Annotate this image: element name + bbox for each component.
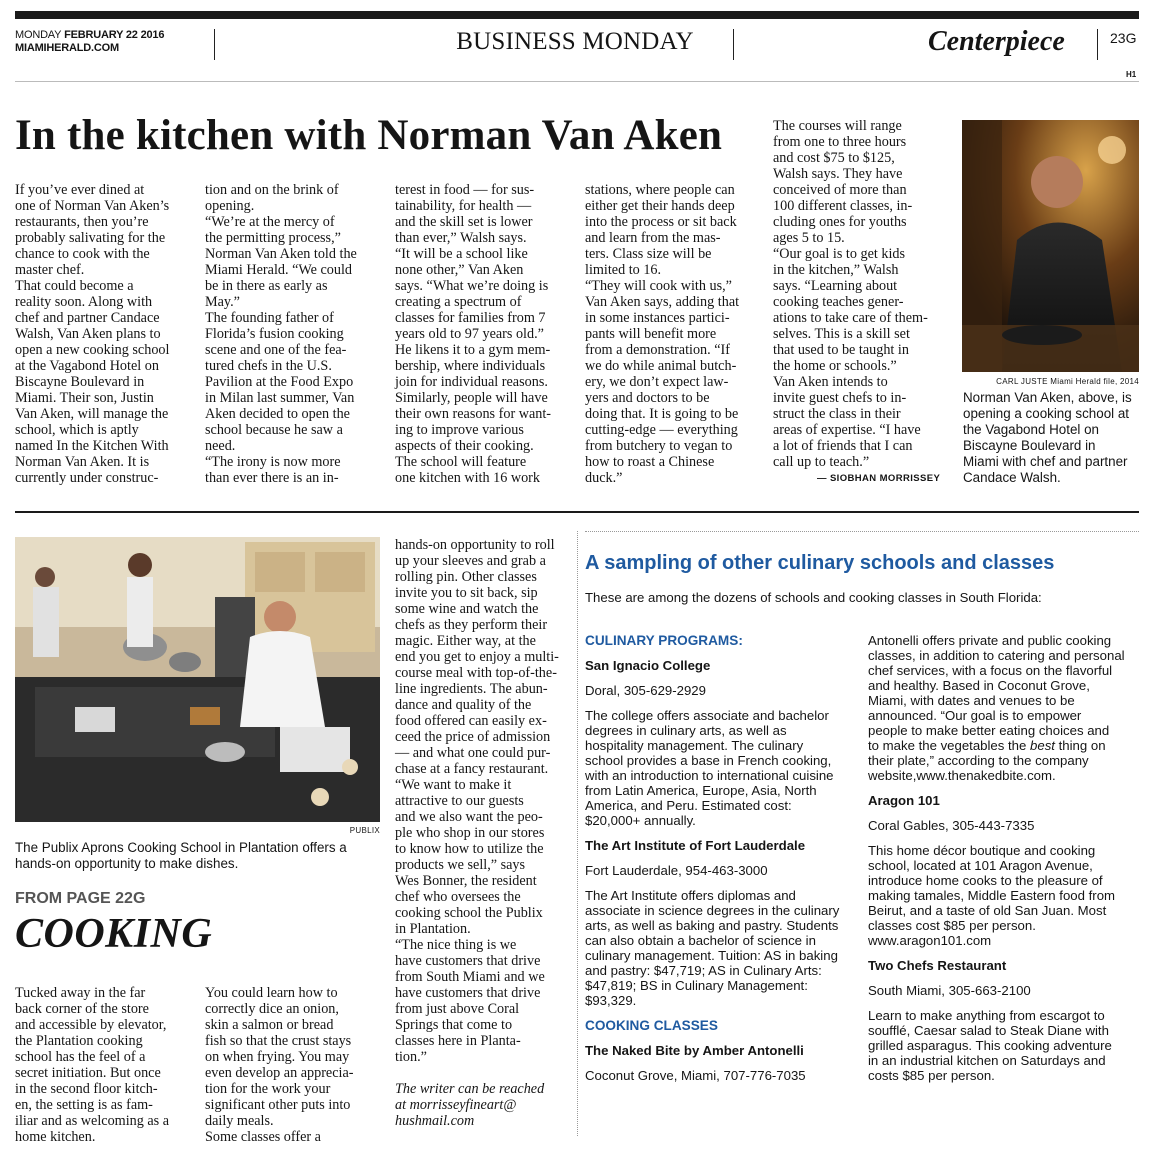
- page-divider: [1097, 29, 1098, 60]
- story1-column-1: If you’ve ever dined at one of Norman Van Aken’s restaurants, then you’re probably salivating for the chance to cook with the master chef. That could become a reality soon. Along with chef and partner Candace Walsh, Van Aken plans to open a new cooking school at the Vagabond Hotel on Biscayne Boulevard in Miami. Their son, Justin Van Aken, will manage the school, which is aptly named In the Kitchen With Norman Van Aken. It is currently under construc-: [15, 182, 170, 486]
- story1-column-5: The courses will range from one to three hours and cost $75 to $125, Walsh says. They have conceived of more than 100 different classes, in- cluding ones for youths ages 5 to 15. “Our goal is to get kids in the kitchen,” Walsh says. “Learning about cooking teaches gener- ations to take care of them- selves. This is a skill set that used to be taught in the home or schools.” Van Aken intends to invite guest chefs to in- struct the class in their areas of expertise. “I have a lot of friends that I can call up to teach.”: [773, 118, 928, 470]
- byline: — SIOBHAN MORRISSEY: [817, 473, 941, 484]
- school-name-art-institute: The Art Institute of Fort Lauderdale: [585, 838, 806, 853]
- section-rule: [15, 511, 1139, 513]
- page-number: 23G: [1110, 30, 1137, 46]
- masthead-rule: [15, 81, 1139, 82]
- story2-column-3: hands-on opportunity to roll up your sleeves and grab a rolling pin. Other classes invite you to sit back, sip some wine and watch the chefs as they perform their magic. Either way, at the end you get to enjoy a multi- course meal with top-of-the- line ingredients. The abun- dance and quality of the food offered can easily ex- ceed the price of admission — and what one could pur- chase at a fancy restaurant. “We want to make it attractive to our guests and we also want the peo- ple who shop in our stores to know how to utilize the products we sell,” says Wes Bonner, the resident chef who oversees the cooking school the Publix in Plantation. “The nice thing is we have customers that drive from South Miami and we have customers that drive from just above Coral Springs that come to classes here in Planta- tion.”: [395, 537, 559, 1065]
- school-description-aragon-101: This home décor boutique and cooking school, located at 101 Aragon Avenue, introduce home cooks to the pleasure of making tamales, Middle Eastern food from Beirut, and a taste of old San Juan. Most classes cost $85 per person. www.aragon101.com: [868, 843, 1116, 948]
- school-location-naked-bite: Coconut Grove, Miami, 707-776-7035: [585, 1068, 806, 1083]
- school-name-san-ignacio: San Ignacio College: [585, 658, 711, 673]
- headline: In the kitchen with Norman Van Aken: [15, 112, 723, 159]
- sidebar-top-rule: [585, 531, 1139, 532]
- jump-headline: COOKING: [15, 911, 213, 957]
- feature-label: Centerpiece: [928, 26, 1065, 57]
- folio-date: FEBRUARY 22 2016: [64, 29, 165, 41]
- publix-photo-image: [15, 537, 380, 822]
- top-rule: [15, 11, 1139, 19]
- sidebar-left-rule: [577, 531, 578, 1136]
- story1-column-2: tion and on the brink of opening. “We’re at the mercy of the permitting process,” Norman Van Aken told the Miami Herald. “We could be in there as early as May.” The founding father of Florida’s fusion cooking scene and one of the fea- tured chefs in the U.S. Pavilion at the Food Expo in Milan last summer, Van Aken decided to open the school because he saw a need. “The irony is now more than ever there is an in-: [205, 182, 357, 486]
- naked-bite-desc-emphasis: best: [1030, 738, 1055, 753]
- school-description-naked-bite: [868, 633, 1144, 783]
- publix-photo: [15, 537, 380, 822]
- sidebar-headline: A sampling of other culinary schools and classes: [585, 552, 1055, 574]
- school-location-two-chefs: South Miami, 305-663-2100: [868, 983, 1031, 998]
- story2-column-1: Tucked away in the far back corner of the store and accessible by elevator, the Plantation cooking school has the feel of a secret initiation. But once in the second floor kitch- en, the setting is as fam- iliar and as welcoming as a home kitchen.: [15, 985, 170, 1145]
- story2-column-2: You could learn how to correctly dice an onion, skin a salmon or bread fish so that the crust stays on when frying. You may even develop an apprecia- tion for the work your significant other puts into daily meals. Some classes offer a: [205, 985, 354, 1145]
- story1-column-4: stations, where people can either get their hands deep into the process or sit back and learn from the mas- ters. Class size will be limited to 16. “They will cook with us,” Van Aken says, adding that in some instances partici- pants will benefit more from a demonstration. “If we do while animal butch- ery, we don’t expect law- yers and doctors to be doing that. It is going to be cutting-edge — everything from butchery to vegan to how to roast a Chinese duck.”: [585, 182, 740, 486]
- edition-mark: H1: [1126, 70, 1137, 79]
- publix-photo-credit: PUBLIX: [349, 826, 380, 835]
- folio-site: MIAMIHERALD.COM: [15, 42, 119, 54]
- chef-photo-credit: CARL JUSTE Miami Herald file, 2014: [996, 377, 1139, 386]
- school-name-naked-bite: The Naked Bite by Amber Antonelli: [585, 1043, 804, 1058]
- school-description-san-ignacio: The college offers associate and bachelor degrees in culinary arts, as well as hospitality management. The culinary school provides a base in French cooking, with an introduction to international cuisine from Latin America, Europe, Asia, North America, and Peru. Estimated cost: $20,000+ annually.: [585, 708, 834, 828]
- sidebar-dek: These are among the dozens of schools and cooking classes in South Florida:: [585, 590, 1042, 605]
- sidebar-column-1: [585, 633, 857, 1093]
- school-location-san-ignacio: Doral, 305-629-2929: [585, 683, 706, 698]
- jump-label: FROM PAGE 22G: [15, 890, 146, 907]
- folio-day: MONDAY: [15, 29, 62, 41]
- chef-photo-image: [962, 120, 1139, 372]
- folio-divider: [214, 29, 215, 60]
- chef-photo-caption: Norman Van Aken, above, is opening a cooking school at the Vagabond Hotel on Biscayne Boulevard in Miami with chef and partner Candace Walsh.: [963, 390, 1132, 485]
- naked-bite-desc-part1: Antonelli offers private and public cooking classes, in addition to catering and personal chef services, with a focus on the flavorful and healthy. Based in Coconut Grove, Miami, with dates and venues to be announced. “Our goal is to empower people to make better eating choices and to make the vegetables the: [868, 633, 1125, 753]
- chef-photo: [962, 120, 1139, 372]
- naked-bite-desc-part2: thing on their plate,” according to the company website,www.thenakedbite.com.: [868, 738, 1106, 783]
- category-cooking-classes: COOKING CLASSES: [585, 1018, 718, 1033]
- school-name-two-chefs: Two Chefs Restaurant: [868, 958, 1007, 973]
- school-location-aragon-101: Coral Gables, 305-443-7335: [868, 818, 1035, 833]
- school-location-art-institute: Fort Lauderdale, 954-463-3000: [585, 863, 768, 878]
- publix-photo-caption: The Publix Aprons Cooking School in Plantation offers a hands-on opportunity to make dishes.: [15, 840, 347, 871]
- sidebar-column-2: [868, 633, 1144, 1093]
- category-culinary-programs: CULINARY PROGRAMS:: [585, 633, 743, 648]
- school-description-art-institute: The Art Institute offers diplomas and associate in science degrees in the culinary arts, as well as baking and pastry. Students can also obtain a bachelor of science in culinary management. Tuition: AS in baking and pastry: $47,719; AS in Culinary Arts: $47,819; BS in Culinary Management: $93,329.: [585, 888, 840, 1008]
- story1-column-3: terest in food — for sus- tainability, for health — and the skill set is lower than ever,” Walsh says. “It will be a school like none other,” Van Aken says. “What we’re doing is creating a spectrum of classes for families from 7 years old to 97 years old.” He likens it to a gym mem- bership, where individuals join for individual reasons. Similarly, people will have their own reasons for want- ing to improve various aspects of their cooking. The school will feature one kitchen with 16 work: [395, 182, 552, 486]
- school-name-aragon-101: Aragon 101: [868, 793, 940, 808]
- section-divider: [733, 29, 734, 60]
- writer-tagline: The writer can be reached at morrisseyfineart@ hushmail.com: [395, 1081, 545, 1129]
- folio: [15, 29, 164, 55]
- section-name: BUSINESS MONDAY: [456, 28, 694, 55]
- school-description-two-chefs: Learn to make anything from escargot to soufflé, Caesar salad to Steak Diane with grilled asparagus. This cooking adventure in an industrial kitchen on Saturdays and costs $85 per person.: [868, 1008, 1112, 1083]
